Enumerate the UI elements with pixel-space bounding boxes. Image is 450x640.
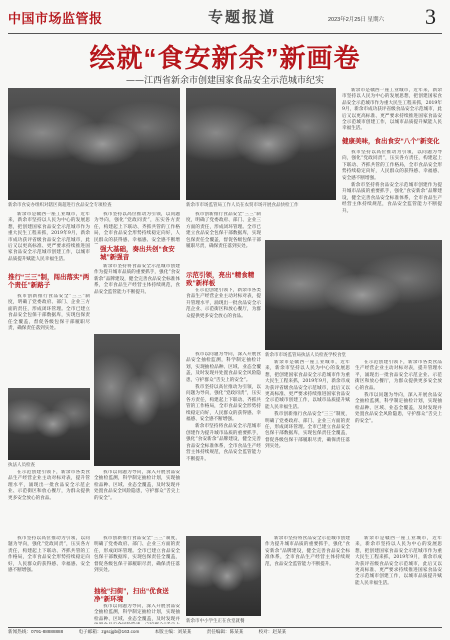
text-column: 我市坚持以高位推动为引领，以问题为导向，强化“党政同责”，压实各方责任，构建起上下联动、齐抓共管的工作格局，全市食品安全形势持续稳定向好，人民群众的获得感、幸福感、安全感不断增强。 新余市坚持将食品安全示范城市创建作为提升城市品质的重要抓手，强化“食安新余”品牌建设，健全完善食品安全标准体系，全市食品生产经营主体持续规范，食品安全监管能力不断提升。 [342,150,442,214]
section-heading: 示范引领，亮出“精食精致”新样板 [186,272,255,287]
photo-school-canteen [265,240,442,350]
photo-inspection [8,88,180,200]
section-heading: 抽检“扫街”，扫出“优食送净”新环境 [94,588,169,603]
issue-date: 2023年2月25日 星期六 [328,17,384,23]
article-subtitle: ——江西省新余市创建国家食品安全示范城市纪实 [125,76,324,86]
photo-market [186,88,336,200]
masthead [0,0,450,40]
section-heading: 推行“三三”制，闯出落实“两个责任”新路子 [8,274,90,289]
section-heading: 强大基础，奏出共创“食安城”新强音 [100,246,175,261]
footer-item: 责任编辑：陈某某 [206,629,244,634]
text-column: 新余市是赣西一座工业城市，近年来，新余市坚持以人民为中心的发展思想，把创建国家食品安全示范城市作为重大民生工程来抓，2019年9月，新余市成功获评省级食品安全示范城市，此后又以更高标准、更严要求持续推进国家食品安全示范城市创建工作，以城市品质提升赋能人民幸福生活。 我市创新推行食品安全“三三”制度，明确了党委政府、部门、企业三方面的责任，形成闭环管理。全市已建立食品安全包保干部数据库，实现包保责任全覆盖，督促各级包保干部履职尽责，确保责任落到实处。 [265,360,350,450]
text-column: 新余市坚持将食品安全示范城市创建作为提升城市品质的重要抓手，强化“食安新余”品牌建设，健全完善食品安全标准体系，全市食品生产经营主体持续规范，食品安全监管能力不断提升。 [265,536,350,567]
section-heading: 健康美味，食出食安“八个”新变化 [342,138,440,145]
footer-item: 校对：赵某某 [258,629,287,634]
page-number: 3 [425,4,436,29]
article-title: 绘就“食安新余”新画卷 [89,43,361,73]
text-column: 在示范创建引领下，新余市各类食品生产经营企业主动对标对表，提升管理水平，涌现出一批食品安全示范企业、示范街区和放心餐厅，为群众提供更多安全放心的食品。 [8,470,90,501]
section-title: 专题报道 [208,9,277,26]
page-footer [8,629,442,635]
text-column: 我市坚持以高位推动为引领，以问题为导向，强化“党政同责”，压实各方责任，构建起上下联动、齐抓共管的工作格局，全市食品安全形势持续稳定向好，人民群众的获得感、幸福感、安全感不断增 [94,212,180,243]
photo-caption: 新余市食安办组织对辖区商超进行食品安全专项检查 [8,202,112,207]
footer-item: 本版主编：刘某某 [154,629,192,634]
text-column: 在示范创建引领下，新余市各类食品生产经营企业主动对标对表，提升管理水平，涌现出一批食品安全示范企业、示范街区和放心餐厅，为群众提供更多安全放心的食品。 [186,288,261,319]
text-column: 我市以问题为导向，深入开展食品安全抽检监测，科学制定抽检计划，实现抽检品种、区域、业态全覆盖，及时发现并处置食品安全风险隐患，守护群众“舌尖上的安全”。 [94,470,180,501]
text-column: 我市以问题为导向，深入开展食品安全抽检监测，科学制定抽检计划，实现抽检品种、区域、业态全覆盖，及时发现并 [94,604,180,622]
text-column: 我市创新推行食品安全“三三”制度，明确了党委政府、部门、企业三方面的责任，形成闭环管理。全市已建立食品安全包保干部数据库，实现包保责任全覆盖，督促各级包保干部履职尽责，确保责任落到实处。 [186,212,261,250]
text-column: 新余市是赣西一座工业城市，近年来，新余市坚持以人民为中心的发展思想，把创建国家食品安全示范城市作为重大民生工程来抓，2019年9月，新余市成功获评省级食品安全示范城市，此后又以更高标准、更严要求持续推进国家食品安全示范城市创建工作，以城市品质提升赋能人民幸福生活。 [355,536,442,586]
masthead-divider [8,33,442,34]
text-column: 新余市坚持将食品安全示范城市创建作为提升城市品质的重要抓手，强化“食安新余”品牌建设，健全完善食品安全标准体系，全市食品生产经营主体持续规范，食品安全监管能力不断提升。 [94,264,180,295]
newspaper-logo: 中国市场监管报 [8,11,103,26]
photo-students-dining [186,536,261,616]
photo-caption: 执法人员检查 [8,462,35,467]
photo-staff [8,388,90,460]
text-column: 在示范创建引领下，新余市各类食品生产经营企业主动对标对表，提升管理水平，涌现出一批食品安全示范企业、示范街区和放心餐厅，为群众提供更多安全放心的食品。 我市以问题为导向，深入开展食品安全抽检监测，科学制定抽检计划，实现抽检品种、区域、业态全覆盖，及时发现并处置食品安全风险隐患，守护群众“舌尖上的安全”。 [355,360,442,424]
text-column: 我市以问题为导向，深入开展食品安全抽检监测，科学制定抽检计划，实现抽检品种、区域、业态全覆盖，及时发现并处置食品安全风险隐患，守护群众“舌尖上的安全”。 我市坚持以高位推动为引领，以问题为导向，强化“党政同责”，压实各方责任，构建起上下联动、齐抓共管的工作格局，全市食品安全形势持续稳定向好，人民群众的获得感、幸福感、安全感不断增强。 新余市坚持将食品安全示范城市创建作为提升城市品质的重要抓手，强化“食安新余”品牌建设，健全完善食品安全标准体系，全市食品生产经营主体持续规范，食品安全监管能力不断提升。 [186,352,261,462]
photo-checking [94,334,180,466]
text-column: 新余市是赣西一座工业城市，近年来，新余市坚持以人民为中心的发展思想，把创建国家食品安全示范城市作为重大民生工程来抓，2019年9月，新余市成功获评省级食品安全示范城市，此后又以更高标准、更严要求持续推进国家食品安全示范城市创建工作，以城市品质提升赋能人民幸福生活。 [342,88,442,132]
text-column: 新余市是赣西一座工业城市，近年来，新余市坚持以人民为中心的发展思想，把创建国家食品安全示范城市作为重大民生工程来抓，2019年9月，新余市成功获评省级食品安全示范城市，此后又以更高标准、更严要求持续推进国家食品安全示范城市创建工作，以城市品质提升赋能人民幸福生活。 [8,212,90,262]
footer-divider [8,627,442,628]
text-column: 我市坚持以高位推动为引领，以问题为导向，强化“党政同责”，压实各方责任，构建起上下联动、齐抓共管的工作格局，全市食品安全形势持续稳定向好，人民群众的获得感、幸福感、安全感不断增强。 [8,536,90,574]
photo-caption: 新余市市场监管局工作人员在农贸市场开展食品快检工作 [186,202,299,207]
text-column: 我市创新推行食品安全“三三”制度，明确了党委政府、部门、企业三方面的责任，形成闭环管理。全市已建立食品安全包保干部数据库，实现包保责任全覆盖，督促各级包保干部履职尽责，确保责任落到实处。 [8,294,90,332]
photo-caption: 新余市市场监管局执法人员检查学校食堂 [265,352,346,357]
text-column: 我市创新推行食品安全“三三”制度，明确了党委政府、部门、企业三方面的责任，形成闭环管理。全市已建立食品安全包保干部数据库，实现包保责任全覆盖，督促各级包保干部履职尽责，确保责任落到实处。 [94,536,180,574]
photo-caption: 新余市中小学生正在食堂就餐 [186,618,245,623]
footer-item: 电子邮箱：zgscjgb@163.com [78,629,140,634]
footer-item: 新闻热线：0791-88888888 [8,629,64,634]
